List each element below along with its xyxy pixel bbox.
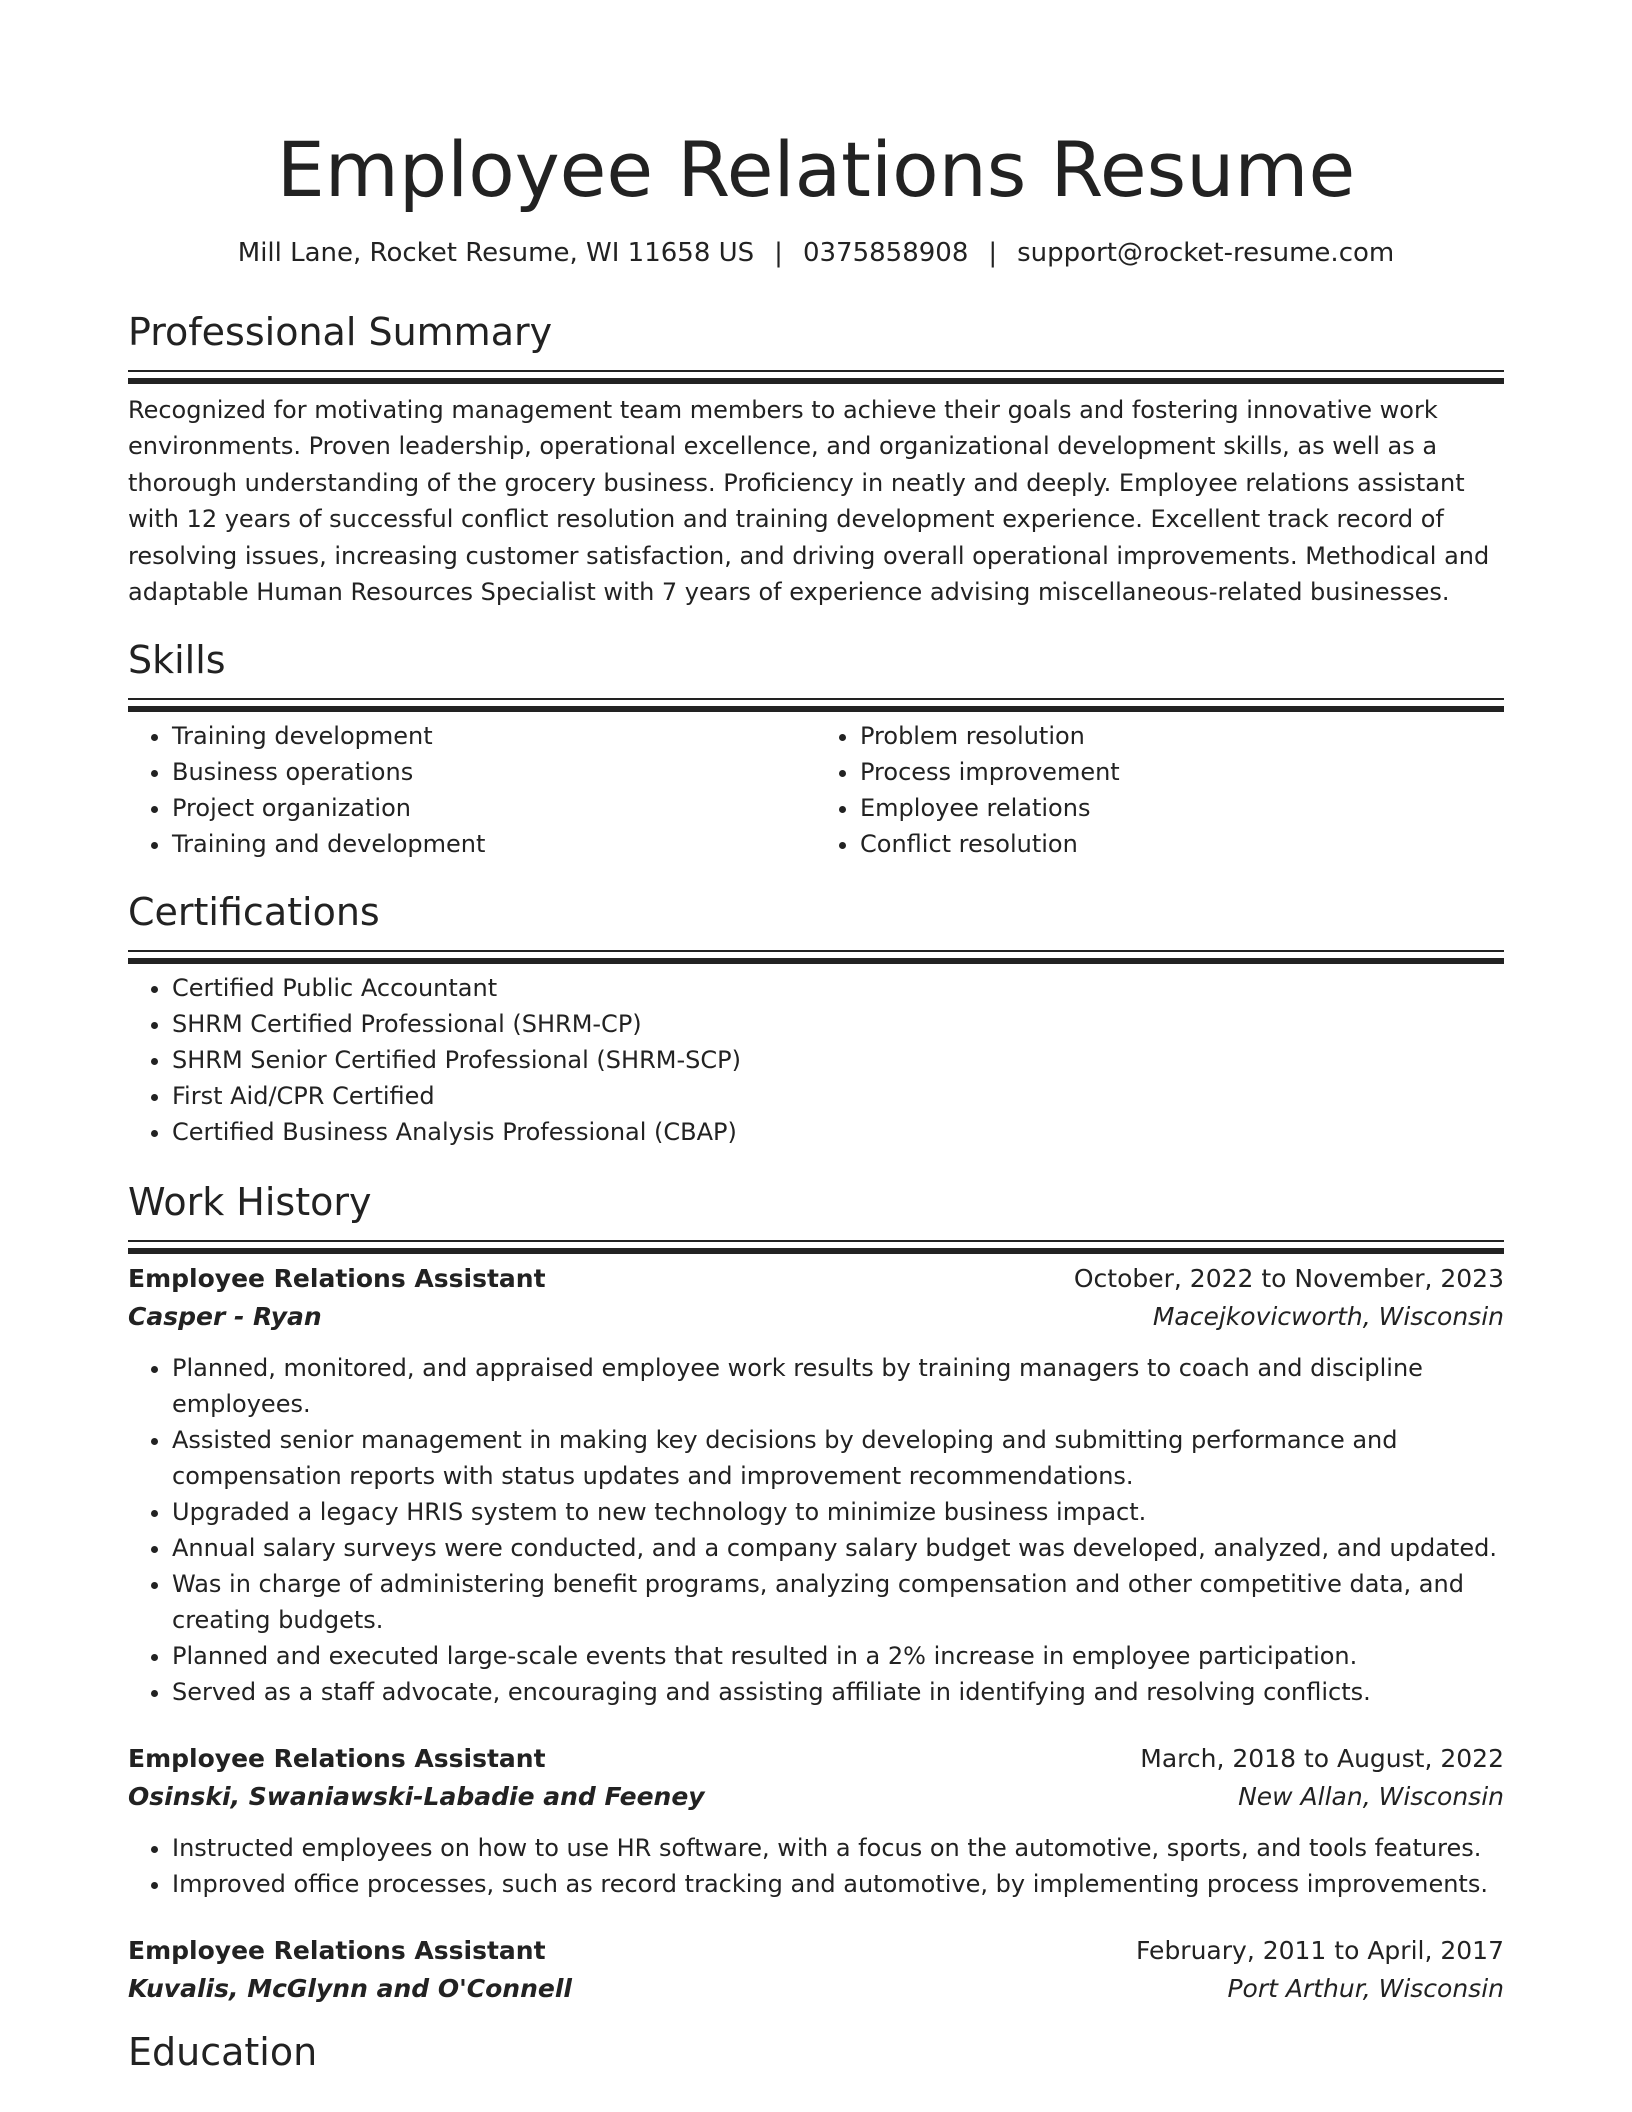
summary-section-header xyxy=(128,308,1504,386)
section-divider xyxy=(128,1240,1504,1256)
certification-item: • SHRM Senior Certified Professional (SHRM-SCP) xyxy=(172,1042,1504,1078)
skill-item: • Process improvement xyxy=(860,754,1504,790)
skill-item: • Training and development xyxy=(172,826,816,862)
resume-page xyxy=(128,0,1504,2076)
section-title: Professional Summary xyxy=(128,310,553,354)
job-company-row xyxy=(128,1778,1504,1816)
job-dates: February, 2011 to April, 2017 xyxy=(1136,1936,1504,1966)
job-title: Employee Relations Assistant xyxy=(128,1936,546,1966)
job-header-row xyxy=(128,1260,1504,1298)
certification-item: • Certified Business Analysis Professional (CBAP) xyxy=(172,1114,1504,1150)
job-title: Employee Relations Assistant xyxy=(128,1744,546,1774)
skill-item: • Problem resolution xyxy=(860,718,1504,754)
contact-address: Mill Lane, Rocket Resume, WI 11658 US xyxy=(237,238,755,268)
job-header-row xyxy=(128,1932,1504,1970)
certifications-list xyxy=(128,970,1504,1150)
job-bullet: • Planned, monitored, and appraised employee work results by training managers to coach and discipline employees. xyxy=(172,1350,1504,1422)
job-bullet: • Was in charge of administering benefit programs, analyzing compensation and other competitive data, and creating budgets. xyxy=(172,1566,1504,1638)
job-bullet: • Upgraded a legacy HRIS system to new technology to minimize business impact. xyxy=(172,1494,1504,1530)
job-bullets xyxy=(128,1830,1504,1902)
certifications-section-header xyxy=(128,888,1504,966)
job-entry xyxy=(128,1740,1504,1902)
job-bullet: • Served as a staff advocate, encouraging and assisting affiliate in identifying and resolving conflicts. xyxy=(172,1674,1504,1710)
job-bullet: • Instructed employees on how to use HR software, with a focus on the automotive, sports, and tools features. xyxy=(172,1830,1504,1866)
section-title: Education xyxy=(128,2030,318,2075)
skill-item: • Training development xyxy=(172,718,816,754)
skill-item: • Conflict resolution xyxy=(860,826,1504,862)
job-header-row xyxy=(128,1740,1504,1778)
skills-column-right xyxy=(816,718,1504,862)
summary-text: Recognized for motivating management team members to achieve their goals and fostering innovative work environments. Proven leadership, operational excellence, and organizational development skills, as well as a thorough understanding of the grocery business. Proficiency in neatly and deeply. Employee relations assistant with 12 years of successful conflict resolution and training development experience. Excellent track record of resolving issues, increasing customer satisfaction, and driving overall operational improvements. Methodical and adaptable Human Resources Specialist with 7 years of experience advising miscellaneous-related businesses. xyxy=(128,396,1490,607)
skill-item: • Project organization xyxy=(172,790,816,826)
job-dates: March, 2018 to August, 2022 xyxy=(1140,1744,1504,1774)
skill-item: • Business operations xyxy=(172,754,816,790)
skills-column-left xyxy=(128,718,816,862)
job-entry xyxy=(128,1260,1504,1710)
job-company: Osinski, Swaniawski-Labadie and Feeney xyxy=(128,1782,705,1812)
job-entry xyxy=(128,1932,1504,2008)
skills-section-header xyxy=(128,636,1504,714)
job-company-row xyxy=(128,1298,1504,1336)
job-company-row xyxy=(128,1970,1504,2008)
contact-separator: | xyxy=(988,238,998,268)
contact-line xyxy=(128,236,1504,270)
section-divider xyxy=(128,370,1504,386)
section-title: Skills xyxy=(128,638,226,683)
job-bullet: • Annual salary surveys were conducted, and a company salary budget was developed, analyzed, and updated. xyxy=(172,1530,1504,1566)
section-title: Certifications xyxy=(128,890,380,935)
job-dates: October, 2022 to November, 2023 xyxy=(1073,1264,1504,1294)
certification-item: • First Aid/CPR Certified xyxy=(172,1078,1504,1114)
contact-email: support@rocket-resume.com xyxy=(1017,238,1395,268)
job-location: New Allan, Wisconsin xyxy=(1238,1782,1504,1812)
contact-separator: | xyxy=(774,238,783,268)
job-company: Kuvalis, McGlynn and O'Connell xyxy=(128,1974,572,2004)
job-location: Macejkovicworth, Wisconsin xyxy=(1152,1302,1504,1332)
job-company: Casper - Ryan xyxy=(128,1302,322,1332)
skills-list xyxy=(128,718,1504,862)
certification-item: • SHRM Certified Professional (SHRM-CP) xyxy=(172,1006,1504,1042)
job-bullet: • Assisted senior management in making key decisions by developing and submitting performance and compensation reports with status updates and improvement recommendations. xyxy=(172,1422,1504,1494)
job-bullet: • Planned and executed large-scale events that resulted in a 2% increase in employee participation. xyxy=(172,1638,1504,1674)
job-title: Employee Relations Assistant xyxy=(128,1264,546,1294)
section-title: Work History xyxy=(128,1180,372,1225)
skill-item: • Employee relations xyxy=(860,790,1504,826)
resume-title: Employee Relations Resume xyxy=(276,125,1356,214)
job-bullets xyxy=(128,1350,1504,1710)
education-section-header xyxy=(128,2028,1504,2076)
job-bullet: • Improved office processes, such as record tracking and automotive, by implementing process improvements. xyxy=(172,1866,1504,1902)
section-divider xyxy=(128,698,1504,714)
section-divider xyxy=(128,950,1504,966)
work-section-header xyxy=(128,1178,1504,1256)
certification-item: • Certified Public Accountant xyxy=(172,970,1504,1006)
contact-phone: 0375858908 xyxy=(802,238,969,268)
job-location: Port Arthur, Wisconsin xyxy=(1227,1974,1504,2004)
